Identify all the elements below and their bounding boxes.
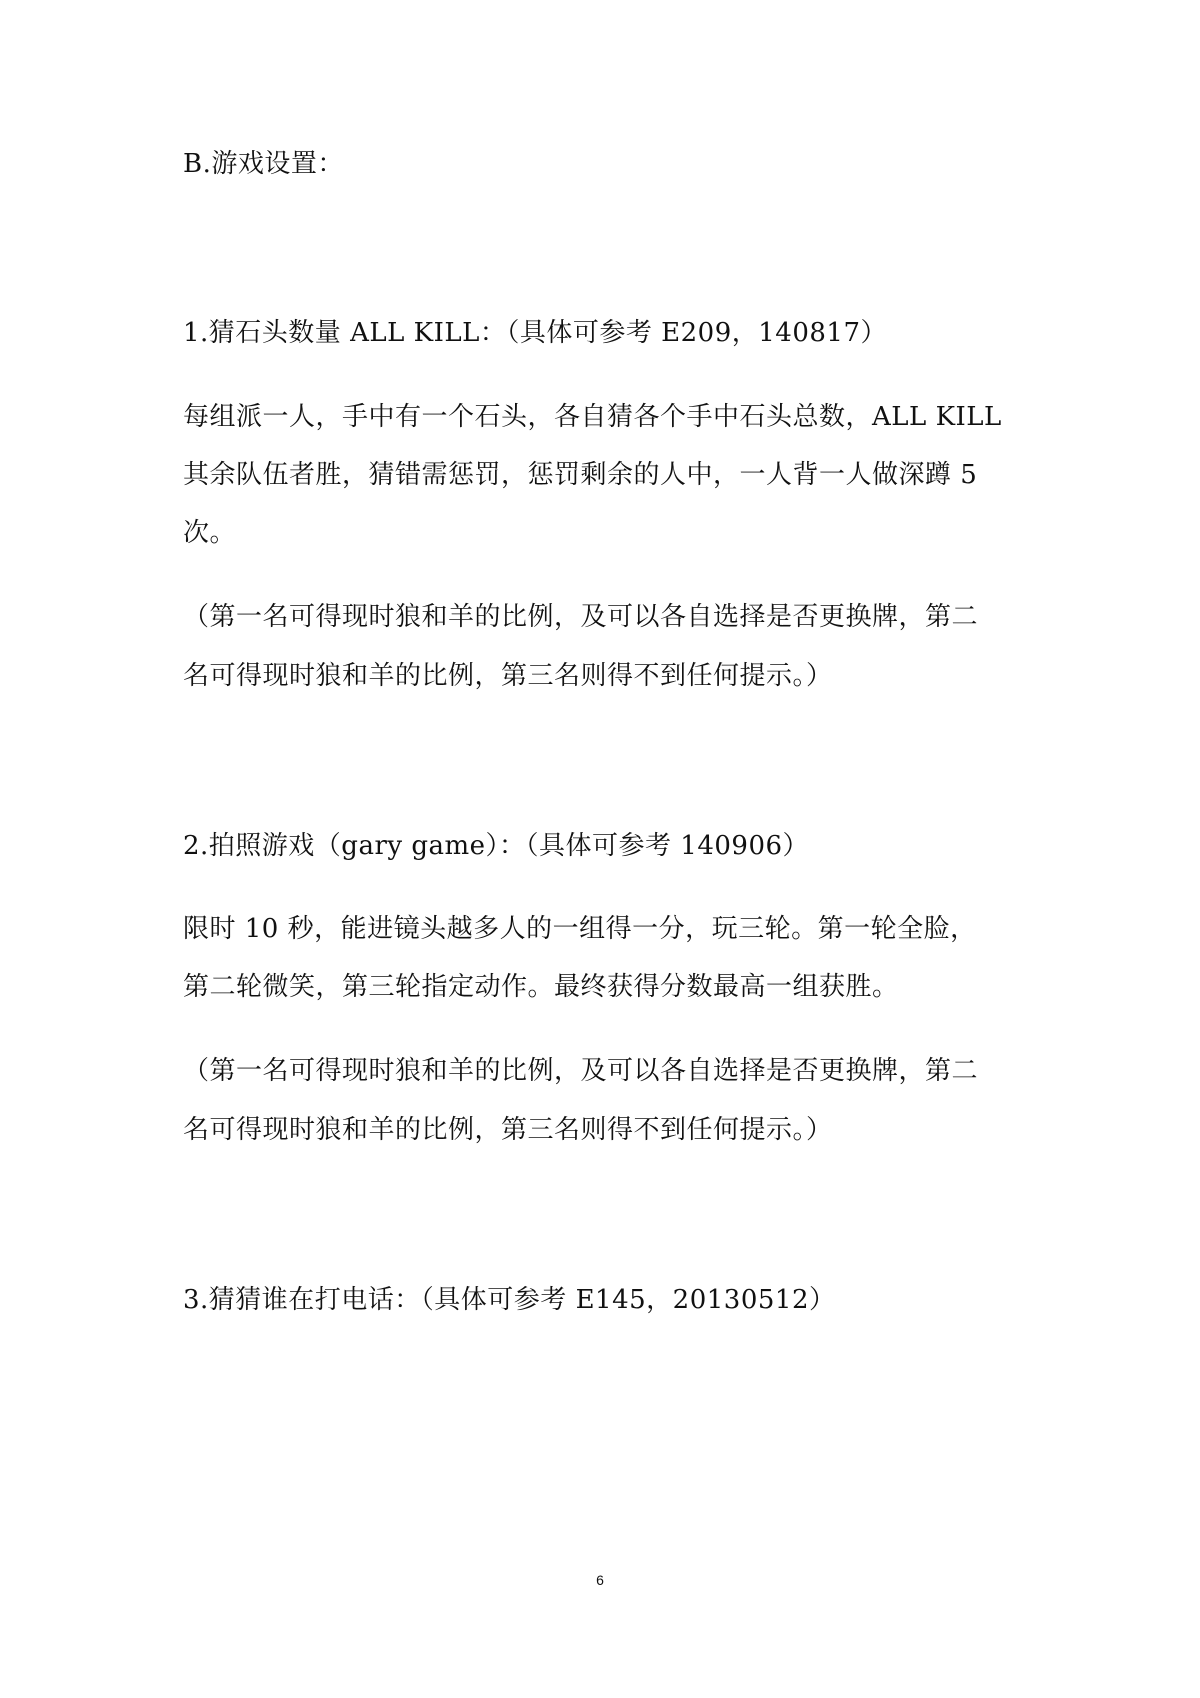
game-2-reward-line-1: （第一名可得现时狼和羊的比例，及可以各自选择是否更换牌，第二 [183, 1056, 979, 1086]
game-1-description-line-2: 其余队伍者胜，猜错需惩罚，惩罚剩余的人中，一人背一人做深蹲 5 [183, 460, 978, 490]
game-1-title: 1.猜石头数量 ALL KILL：（具体可参考 E209，140817） [183, 318, 887, 348]
section-heading: B.游戏设置： [183, 149, 344, 179]
game-2-description-line-1: 限时 10 秒，能进镜头越多人的一组得一分，玩三轮。第一轮全脸， [183, 914, 977, 944]
game-1-description-line-1: 每组派一人，手中有一个石头，各自猜各个手中石头总数，ALL KILL [183, 402, 1002, 432]
game-3-title: 3.猜猜谁在打电话：（具体可参考 E145，20130512） [183, 1285, 836, 1315]
game-2-title: 2.拍照游戏（gary game）：（具体可参考 140906） [183, 831, 810, 861]
game-1-description-line-3: 次。 [183, 518, 237, 548]
game-2-description-line-2: 第二轮微笑，第三轮指定动作。最终获得分数最高一组获胜。 [183, 972, 899, 1002]
game-1-reward-line-2: 名可得现时狼和羊的比例，第三名则得不到任何提示。） [183, 661, 833, 691]
game-2-reward-line-2: 名可得现时狼和羊的比例，第三名则得不到任何提示。） [183, 1115, 833, 1145]
game-1-reward-line-1: （第一名可得现时狼和羊的比例，及可以各自选择是否更换牌，第二 [183, 602, 979, 632]
page-number: 6 [596, 1572, 604, 1588]
